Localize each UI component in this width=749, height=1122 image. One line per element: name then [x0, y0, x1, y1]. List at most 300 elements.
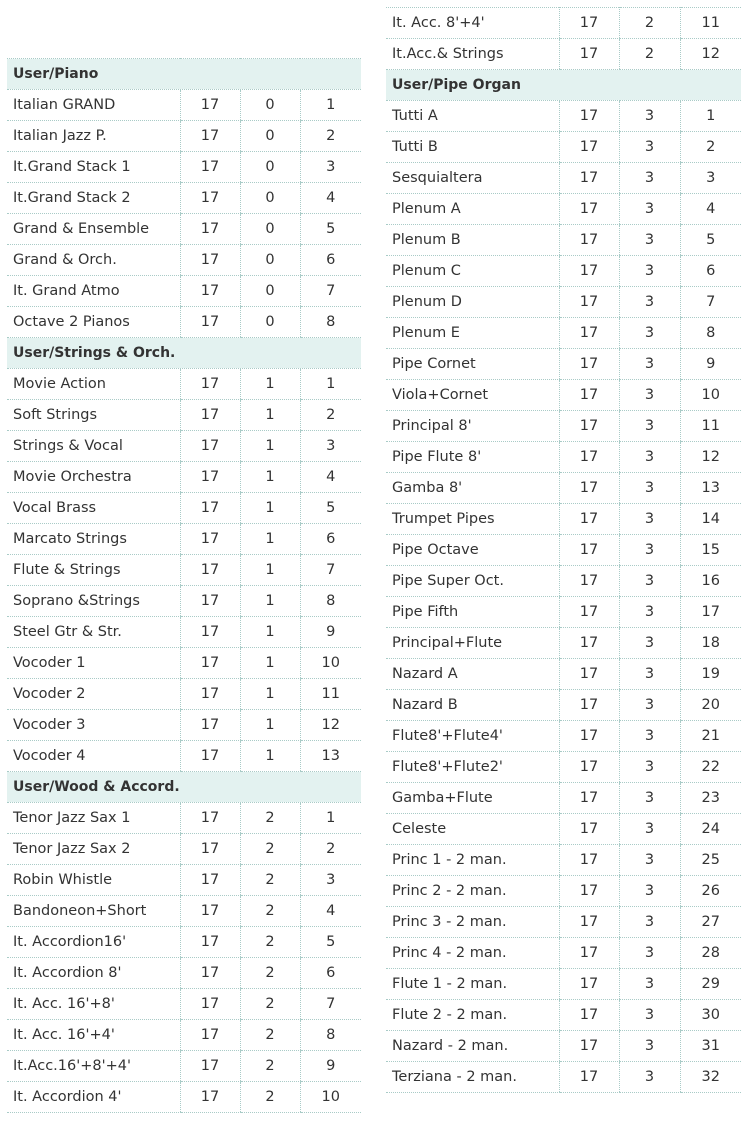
table-row — [386, 597, 741, 628]
lsb-cell: 1 — [240, 369, 300, 400]
program-cell: 3 — [300, 152, 361, 183]
lsb-cell: 1 — [240, 710, 300, 741]
program-cell: 12 — [680, 39, 741, 70]
sound-name-cell: Vocoder 4 — [7, 741, 180, 772]
msb-cell: 17 — [180, 400, 240, 431]
program-cell: 30 — [680, 1000, 741, 1031]
msb-cell: 17 — [180, 214, 240, 245]
table-row — [7, 524, 361, 555]
msb-cell: 17 — [180, 369, 240, 400]
sound-name-cell: Marcato Strings — [7, 524, 180, 555]
sound-name-cell: It. Acc. 8'+4' — [386, 8, 559, 39]
program-cell: 11 — [680, 8, 741, 39]
section-header — [386, 70, 741, 101]
sound-name-cell: Celeste — [386, 814, 559, 845]
program-cell: 9 — [300, 1051, 361, 1082]
program-cell: 1 — [300, 803, 361, 834]
table-row — [7, 183, 361, 214]
program-cell: 4 — [300, 183, 361, 214]
table-row — [386, 473, 741, 504]
msb-cell: 17 — [559, 163, 619, 194]
msb-cell: 17 — [180, 803, 240, 834]
table-row — [386, 814, 741, 845]
msb-cell: 17 — [559, 349, 619, 380]
table-row — [7, 555, 361, 586]
msb-cell: 17 — [180, 927, 240, 958]
table-row — [7, 617, 361, 648]
table-row — [386, 442, 741, 473]
lsb-cell: 1 — [240, 400, 300, 431]
lsb-cell: 3 — [619, 969, 680, 1000]
lsb-cell: 3 — [619, 380, 680, 411]
table-row — [7, 214, 361, 245]
sound-name-cell: Nazard B — [386, 690, 559, 721]
msb-cell: 17 — [559, 225, 619, 256]
section-title: User/Wood & Accord. — [7, 772, 361, 803]
msb-cell: 17 — [180, 1082, 240, 1113]
sound-name-cell: Plenum C — [386, 256, 559, 287]
lsb-cell: 2 — [240, 803, 300, 834]
msb-cell: 17 — [180, 648, 240, 679]
msb-cell: 17 — [559, 194, 619, 225]
program-cell: 28 — [680, 938, 741, 969]
sound-name-cell: Movie Orchestra — [7, 462, 180, 493]
msb-cell: 17 — [180, 121, 240, 152]
program-cell: 10 — [680, 380, 741, 411]
program-cell: 1 — [300, 369, 361, 400]
msb-cell: 17 — [559, 39, 619, 70]
msb-cell: 17 — [559, 132, 619, 163]
lsb-cell: 0 — [240, 152, 300, 183]
sound-name-cell: Tenor Jazz Sax 1 — [7, 803, 180, 834]
sound-name-cell: Plenum E — [386, 318, 559, 349]
lsb-cell: 3 — [619, 845, 680, 876]
msb-cell: 17 — [559, 411, 619, 442]
table-row — [7, 648, 361, 679]
lsb-cell: 3 — [619, 163, 680, 194]
table-row — [386, 504, 741, 535]
msb-cell: 17 — [559, 969, 619, 1000]
table-row — [386, 907, 741, 938]
lsb-cell: 3 — [619, 597, 680, 628]
msb-cell: 17 — [180, 989, 240, 1020]
table-row — [386, 566, 741, 597]
msb-cell: 17 — [180, 90, 240, 121]
msb-cell: 17 — [559, 380, 619, 411]
program-cell: 12 — [300, 710, 361, 741]
sound-name-cell: Principal+Flute — [386, 628, 559, 659]
table-row — [386, 659, 741, 690]
program-cell: 2 — [300, 834, 361, 865]
msb-cell: 17 — [559, 442, 619, 473]
msb-cell: 17 — [559, 1031, 619, 1062]
sound-name-cell: Princ 4 - 2 man. — [386, 938, 559, 969]
section-title: User/Piano — [7, 59, 361, 90]
sound-name-cell: It. Accordion 8' — [7, 958, 180, 989]
table-row — [386, 1031, 741, 1062]
lsb-cell: 0 — [240, 90, 300, 121]
table-row — [7, 679, 361, 710]
sound-name-cell: Pipe Super Oct. — [386, 566, 559, 597]
table-row — [386, 1062, 741, 1093]
left-sound-table — [7, 58, 361, 1113]
program-cell: 4 — [300, 896, 361, 927]
sound-name-cell: Tutti B — [386, 132, 559, 163]
sound-name-cell: It. Acc. 16'+8' — [7, 989, 180, 1020]
lsb-cell: 0 — [240, 183, 300, 214]
lsb-cell: 3 — [619, 132, 680, 163]
sound-name-cell: Vocoder 2 — [7, 679, 180, 710]
program-cell: 14 — [680, 504, 741, 535]
table-row — [386, 287, 741, 318]
table-row — [7, 1020, 361, 1051]
lsb-cell: 3 — [619, 752, 680, 783]
sound-name-cell: It. Accordion 4' — [7, 1082, 180, 1113]
program-cell: 24 — [680, 814, 741, 845]
lsb-cell: 3 — [619, 628, 680, 659]
table-row — [386, 380, 741, 411]
table-row — [7, 245, 361, 276]
program-cell: 13 — [300, 741, 361, 772]
sound-name-cell: Italian GRAND — [7, 90, 180, 121]
program-cell: 25 — [680, 845, 741, 876]
msb-cell: 17 — [180, 617, 240, 648]
msb-cell: 17 — [180, 462, 240, 493]
table-row — [386, 721, 741, 752]
msb-cell: 17 — [180, 679, 240, 710]
program-cell: 6 — [300, 524, 361, 555]
section-title: User/Pipe Organ — [386, 70, 741, 101]
program-cell: 4 — [680, 194, 741, 225]
lsb-cell: 0 — [240, 276, 300, 307]
msb-cell: 17 — [559, 907, 619, 938]
table-row — [386, 411, 741, 442]
table-row — [7, 741, 361, 772]
table-row — [7, 896, 361, 927]
lsb-cell: 2 — [240, 865, 300, 896]
section-header — [7, 338, 361, 369]
program-cell: 17 — [680, 597, 741, 628]
sound-name-cell: Nazard - 2 man. — [386, 1031, 559, 1062]
msb-cell: 17 — [180, 834, 240, 865]
sound-name-cell: Tenor Jazz Sax 2 — [7, 834, 180, 865]
lsb-cell: 3 — [619, 566, 680, 597]
sound-name-cell: Grand & Ensemble — [7, 214, 180, 245]
lsb-cell: 0 — [240, 307, 300, 338]
msb-cell: 17 — [559, 752, 619, 783]
msb-cell: 17 — [559, 504, 619, 535]
right-sound-table — [386, 7, 741, 1093]
program-cell: 5 — [300, 927, 361, 958]
msb-cell: 17 — [559, 721, 619, 752]
table-row — [7, 493, 361, 524]
lsb-cell: 2 — [240, 989, 300, 1020]
msb-cell: 17 — [180, 152, 240, 183]
lsb-cell: 3 — [619, 225, 680, 256]
program-cell: 9 — [300, 617, 361, 648]
msb-cell: 17 — [559, 473, 619, 504]
sound-name-cell: Gamba+Flute — [386, 783, 559, 814]
sound-name-cell: Sesquialtera — [386, 163, 559, 194]
msb-cell: 17 — [180, 1020, 240, 1051]
msb-cell: 17 — [559, 938, 619, 969]
msb-cell: 17 — [180, 493, 240, 524]
msb-cell: 17 — [180, 245, 240, 276]
msb-cell: 17 — [559, 690, 619, 721]
sound-name-cell: Vocoder 3 — [7, 710, 180, 741]
lsb-cell: 3 — [619, 783, 680, 814]
table-row — [386, 163, 741, 194]
table-row — [7, 1082, 361, 1113]
lsb-cell: 1 — [240, 586, 300, 617]
sound-name-cell: Flute 2 - 2 man. — [386, 1000, 559, 1031]
lsb-cell: 3 — [619, 1000, 680, 1031]
msb-cell: 17 — [559, 287, 619, 318]
msb-cell: 17 — [559, 628, 619, 659]
msb-cell: 17 — [559, 101, 619, 132]
sound-name-cell: Soprano &Strings — [7, 586, 180, 617]
table-row — [386, 969, 741, 1000]
lsb-cell: 1 — [240, 741, 300, 772]
program-cell: 27 — [680, 907, 741, 938]
program-cell: 6 — [300, 245, 361, 276]
program-cell: 12 — [680, 442, 741, 473]
sound-name-cell: Terziana - 2 man. — [386, 1062, 559, 1093]
sound-name-cell: Robin Whistle — [7, 865, 180, 896]
sound-name-cell: Plenum A — [386, 194, 559, 225]
program-cell: 29 — [680, 969, 741, 1000]
sound-name-cell: Nazard A — [386, 659, 559, 690]
section-title: User/Strings & Orch. — [7, 338, 361, 369]
msb-cell: 17 — [180, 586, 240, 617]
lsb-cell: 3 — [619, 1031, 680, 1062]
program-cell: 20 — [680, 690, 741, 721]
lsb-cell: 3 — [619, 907, 680, 938]
msb-cell: 17 — [180, 555, 240, 586]
msb-cell: 17 — [559, 783, 619, 814]
sound-name-cell: It. Accordion16' — [7, 927, 180, 958]
sound-name-cell: Strings & Vocal — [7, 431, 180, 462]
table-row — [386, 101, 741, 132]
table-row — [7, 276, 361, 307]
table-row — [386, 318, 741, 349]
lsb-cell: 1 — [240, 648, 300, 679]
sound-name-cell: Tutti A — [386, 101, 559, 132]
lsb-cell: 1 — [240, 524, 300, 555]
table-row — [7, 958, 361, 989]
sound-name-cell: It.Acc.16'+8'+4' — [7, 1051, 180, 1082]
sound-name-cell: Trumpet Pipes — [386, 504, 559, 535]
sound-name-cell: Gamba 8' — [386, 473, 559, 504]
table-row — [7, 400, 361, 431]
msb-cell: 17 — [180, 710, 240, 741]
msb-cell: 17 — [180, 1051, 240, 1082]
lsb-cell: 1 — [240, 431, 300, 462]
msb-cell: 17 — [559, 8, 619, 39]
lsb-cell: 3 — [619, 349, 680, 380]
msb-cell: 17 — [559, 566, 619, 597]
program-cell: 7 — [300, 555, 361, 586]
table-row — [386, 876, 741, 907]
table-row — [386, 8, 741, 39]
program-cell: 32 — [680, 1062, 741, 1093]
program-cell: 19 — [680, 659, 741, 690]
sound-name-cell: Vocoder 1 — [7, 648, 180, 679]
msb-cell: 17 — [559, 535, 619, 566]
program-cell: 26 — [680, 876, 741, 907]
program-cell: 5 — [300, 214, 361, 245]
table-row — [386, 1000, 741, 1031]
program-cell: 11 — [680, 411, 741, 442]
sound-name-cell: Flute 1 - 2 man. — [386, 969, 559, 1000]
table-row — [386, 256, 741, 287]
program-cell: 1 — [300, 90, 361, 121]
msb-cell: 17 — [180, 958, 240, 989]
sound-name-cell: Plenum B — [386, 225, 559, 256]
lsb-cell: 0 — [240, 214, 300, 245]
program-cell: 7 — [300, 989, 361, 1020]
program-cell: 8 — [300, 586, 361, 617]
table-row — [7, 369, 361, 400]
lsb-cell: 1 — [240, 555, 300, 586]
program-cell: 2 — [300, 400, 361, 431]
lsb-cell: 3 — [619, 1062, 680, 1093]
table-row — [7, 307, 361, 338]
table-row — [7, 121, 361, 152]
sound-name-cell: It.Acc.& Strings — [386, 39, 559, 70]
lsb-cell: 3 — [619, 535, 680, 566]
table-row — [7, 431, 361, 462]
lsb-cell: 3 — [619, 101, 680, 132]
msb-cell: 17 — [559, 814, 619, 845]
lsb-cell: 2 — [240, 958, 300, 989]
table-row — [386, 39, 741, 70]
program-cell: 4 — [300, 462, 361, 493]
program-cell: 18 — [680, 628, 741, 659]
msb-cell: 17 — [559, 318, 619, 349]
table-row — [386, 132, 741, 163]
program-cell: 8 — [300, 1020, 361, 1051]
lsb-cell: 3 — [619, 938, 680, 969]
table-row — [7, 152, 361, 183]
program-cell: 22 — [680, 752, 741, 783]
sound-name-cell: Bandoneon+Short — [7, 896, 180, 927]
msb-cell: 17 — [180, 741, 240, 772]
lsb-cell: 1 — [240, 462, 300, 493]
program-cell: 10 — [300, 1082, 361, 1113]
lsb-cell: 3 — [619, 411, 680, 442]
table-row — [7, 834, 361, 865]
sound-table — [7, 58, 361, 1113]
program-cell: 2 — [680, 132, 741, 163]
table-row — [386, 628, 741, 659]
program-cell: 3 — [300, 431, 361, 462]
program-cell: 3 — [680, 163, 741, 194]
sound-name-cell: Pipe Flute 8' — [386, 442, 559, 473]
lsb-cell: 2 — [240, 834, 300, 865]
msb-cell: 17 — [180, 276, 240, 307]
program-cell: 11 — [300, 679, 361, 710]
sound-name-cell: Grand & Orch. — [7, 245, 180, 276]
sound-name-cell: Steel Gtr & Str. — [7, 617, 180, 648]
msb-cell: 17 — [559, 659, 619, 690]
program-cell: 8 — [680, 318, 741, 349]
sound-name-cell: Princ 3 - 2 man. — [386, 907, 559, 938]
sound-name-cell: Plenum D — [386, 287, 559, 318]
lsb-cell: 3 — [619, 814, 680, 845]
sound-name-cell: Flute8'+Flute2' — [386, 752, 559, 783]
sound-name-cell: Vocal Brass — [7, 493, 180, 524]
lsb-cell: 0 — [240, 121, 300, 152]
msb-cell: 17 — [559, 1062, 619, 1093]
table-row — [7, 1051, 361, 1082]
sound-name-cell: It. Grand Atmo — [7, 276, 180, 307]
program-cell: 21 — [680, 721, 741, 752]
program-cell: 5 — [300, 493, 361, 524]
lsb-cell: 1 — [240, 679, 300, 710]
program-cell: 7 — [300, 276, 361, 307]
msb-cell: 17 — [559, 597, 619, 628]
program-cell: 23 — [680, 783, 741, 814]
program-cell: 9 — [680, 349, 741, 380]
msb-cell: 17 — [180, 865, 240, 896]
table-row — [7, 989, 361, 1020]
program-cell: 8 — [300, 307, 361, 338]
msb-cell: 17 — [559, 876, 619, 907]
sound-name-cell: Pipe Octave — [386, 535, 559, 566]
table-row — [7, 710, 361, 741]
lsb-cell: 3 — [619, 721, 680, 752]
msb-cell: 17 — [180, 524, 240, 555]
section-header — [7, 772, 361, 803]
program-cell: 15 — [680, 535, 741, 566]
table-row — [7, 462, 361, 493]
program-cell: 3 — [300, 865, 361, 896]
program-cell: 31 — [680, 1031, 741, 1062]
lsb-cell: 2 — [619, 8, 680, 39]
lsb-cell: 3 — [619, 194, 680, 225]
table-row — [386, 535, 741, 566]
sound-name-cell: Pipe Fifth — [386, 597, 559, 628]
sound-name-cell: Octave 2 Pianos — [7, 307, 180, 338]
sound-table — [386, 7, 741, 1093]
lsb-cell: 1 — [240, 617, 300, 648]
lsb-cell: 3 — [619, 256, 680, 287]
table-row — [7, 803, 361, 834]
sound-name-cell: Principal 8' — [386, 411, 559, 442]
table-row — [7, 586, 361, 617]
lsb-cell: 2 — [240, 1082, 300, 1113]
lsb-cell: 3 — [619, 473, 680, 504]
sound-name-cell: It.Grand Stack 1 — [7, 152, 180, 183]
lsb-cell: 2 — [240, 896, 300, 927]
sound-name-cell: It. Acc. 16'+4' — [7, 1020, 180, 1051]
sound-name-cell: It.Grand Stack 2 — [7, 183, 180, 214]
sound-name-cell: Movie Action — [7, 369, 180, 400]
section-header — [7, 59, 361, 90]
sound-name-cell: Italian Jazz P. — [7, 121, 180, 152]
table-row — [386, 752, 741, 783]
msb-cell: 17 — [180, 431, 240, 462]
lsb-cell: 3 — [619, 659, 680, 690]
table-row — [386, 225, 741, 256]
lsb-cell: 3 — [619, 287, 680, 318]
table-row — [7, 865, 361, 896]
msb-cell: 17 — [180, 896, 240, 927]
msb-cell: 17 — [180, 183, 240, 214]
program-cell: 2 — [300, 121, 361, 152]
table-row — [386, 938, 741, 969]
